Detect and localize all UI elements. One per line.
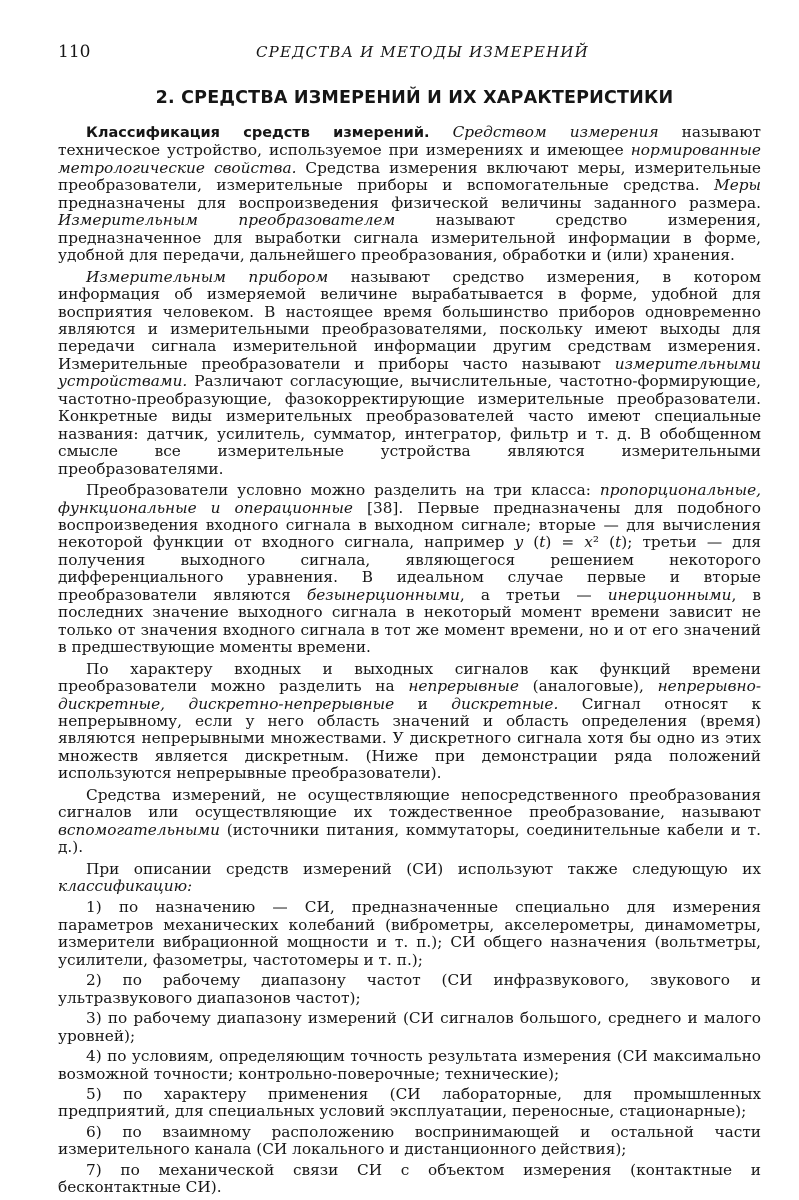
text-run: При описании средств измерений (СИ) используют также следующую их bbox=[86, 859, 761, 878]
paragraph-classification bbox=[58, 124, 761, 265]
term-italic: классификацию: bbox=[58, 877, 193, 896]
text-run: ) = bbox=[545, 533, 585, 552]
page-number: 110 bbox=[58, 42, 91, 62]
list-item: 4) по условиям, определяющим точность результата измерения (СИ максимально возможной точности; контрольно-поверочные; технические); bbox=[58, 1047, 761, 1083]
text-run: , а третьи — bbox=[459, 585, 608, 604]
text-run: и bbox=[394, 694, 452, 713]
list-item: 6) по взаимному расположению воспринимающей и остальной части измерительного канала (СИ локального и дистанционного действия); bbox=[58, 1122, 761, 1159]
text-run: (аналоговые), bbox=[518, 677, 658, 696]
text-run: называют средство измерения, предназначенное для выработки сигнала измерительной информации в форме, удобной для передачи, дальнейшего преобразования, обработки и (или) хранения. bbox=[58, 211, 761, 265]
text-run: Различают согласующие, вычислительные, частотно-формирующие, частотно-преобразующие, фазокорректирующие измерительные преобразователи. Конкретные виды измерительных преобразователей часто имеют специальные названия: датчик, усилитель, сумматор, интегратор, фильтр и т. д. В обобщенном смысле все измерительные устройства являются измерительными преобразователями. bbox=[58, 372, 761, 478]
list-item: 5) по характеру применения (СИ лабораторные, для промышленных предприятий, для специальных условий эксплуатации, переносные, стационарные); bbox=[58, 1085, 761, 1121]
term-italic: измерительными устройствами. bbox=[58, 354, 761, 391]
term-italic: инерционными bbox=[607, 585, 732, 604]
term-italic: безынерционными bbox=[306, 585, 460, 604]
term-italic: нормированные метрологические свойства. bbox=[58, 141, 761, 177]
term-italic: непрерывно-дискретные, дискретно-непрерывные bbox=[58, 677, 761, 713]
section-title: 2. СРЕДСТВА ИЗМЕРЕНИЙ И ИХ ХАРАКТЕРИСТИКИ bbox=[155, 88, 674, 108]
text-run: называют средство измерения, в котором информация об измеряемой величине вырабатывается в форме, удобной для восприятия человеком. В настоящее время большинство приборов одновременно являются и измерительными преобразователями, поскольку имеют выходы для передачи сигнала измерительной информации другим средствам измерения. Измерительные преобразователи и приборы часто называют bbox=[58, 267, 761, 373]
paragraph-lead-heading: Классификация средств измерений. bbox=[86, 125, 430, 141]
text-run bbox=[430, 123, 453, 141]
running-title: СРЕДСТВА И МЕТОДЫ ИЗМЕРЕНИЙ bbox=[256, 43, 589, 61]
term-italic: непрерывные bbox=[408, 677, 519, 696]
text-run: предназначены для воспроизведения физической величины заданного размера. bbox=[58, 193, 761, 212]
term-italic: Измерительным прибором bbox=[86, 267, 329, 286]
text-run: ); третьи — для получения выходного сигнала, являющегося решением некоторого дифференциального уравнения. В идеальном случае первые и вторые преобразователи являются bbox=[58, 533, 761, 604]
term-italic: дискретные. bbox=[451, 694, 559, 713]
text-run: (источники питания, коммутаторы, соединительные кабели и т. д.). bbox=[58, 820, 761, 857]
term-italic: Измерительным преобразователем bbox=[58, 211, 396, 230]
text-run: ( bbox=[523, 533, 540, 552]
text-run: называют техническое устройство, используемое при измерениях и имеющее bbox=[58, 123, 761, 160]
paragraph-classification-intro bbox=[58, 861, 761, 896]
formula-variable: y bbox=[514, 533, 524, 552]
paragraph-signal-types bbox=[58, 661, 761, 783]
paragraph-converter-classes bbox=[58, 482, 761, 657]
formula-variable: t bbox=[615, 533, 622, 552]
text-run: [38]. Первые предназначены для подобного воспроизведения входного сигнала в выходном сигнале; вторые — для вычисления некоторой функции от входного сигнала, например bbox=[58, 498, 761, 552]
term-italic: Средством измерения bbox=[452, 123, 659, 141]
paragraph-measuring-instrument bbox=[58, 269, 761, 478]
paragraph-auxiliary-means bbox=[58, 787, 761, 857]
list-item: 3) по рабочему диапазону измерений (СИ сигналов большого, среднего и малого уровней); bbox=[58, 1009, 761, 1045]
page-header bbox=[58, 42, 758, 66]
text-run: , в последних значение выходного сигнала в некоторый момент времени зависит не только от значения входного сигнала в тот же момент времени, но и от его значений в предшествующие моменты времени. bbox=[58, 585, 761, 657]
formula-variable: t bbox=[539, 533, 546, 552]
text-run: Преобразователи условно можно разделить на три класса: bbox=[86, 481, 600, 500]
text-run: Сигнал относят к непрерывному, если у него область значений и область определения (время) являются непрерывными множествами. У дискретного сигнала хотя бы одно из этих множеств является дискретным. (Ниже при демонстрации ряда положений используются непрерывные преобразователи). bbox=[58, 694, 762, 783]
list-item: 1) по назначению — СИ, предназначенные специально для измерения параметров механических колебаний (виброметры, акселерометры, динамометры, измерители вибрационной мощности и т. п.); СИ общего назначения (вольтметры, усилители, фазометры, частотомеры и т. п.); bbox=[58, 898, 761, 969]
text-run: Средства измерения включают меры, измерительные преобразователи, измерительные приборы и вспомогательные средства. bbox=[58, 158, 761, 195]
text-run: Средства измерений, не осуществляющие непосредственного преобразования сигналов или осуществляющие их тождественное преобразование, называют bbox=[58, 785, 761, 822]
text-run: По характеру входных и выходных сигналов как функций времени преобразователи можно разделить на bbox=[58, 659, 761, 696]
text-run: ² ( bbox=[592, 533, 616, 552]
term-italic: вспомогательными bbox=[58, 820, 220, 839]
term-italic: Меры bbox=[714, 176, 761, 195]
list-item: 7) по механической связи СИ с объектом измерения (контактные и бесконтактные СИ). bbox=[58, 1160, 761, 1197]
list-item: 2) по рабочему диапазону частот (СИ инфразвукового, звукового и ультразвукового диапазонов частот); bbox=[58, 971, 761, 1007]
formula-variable: x bbox=[584, 533, 593, 552]
term-italic: пропорциональные, функциональные и операционные bbox=[58, 481, 761, 517]
body-text bbox=[58, 124, 761, 1200]
